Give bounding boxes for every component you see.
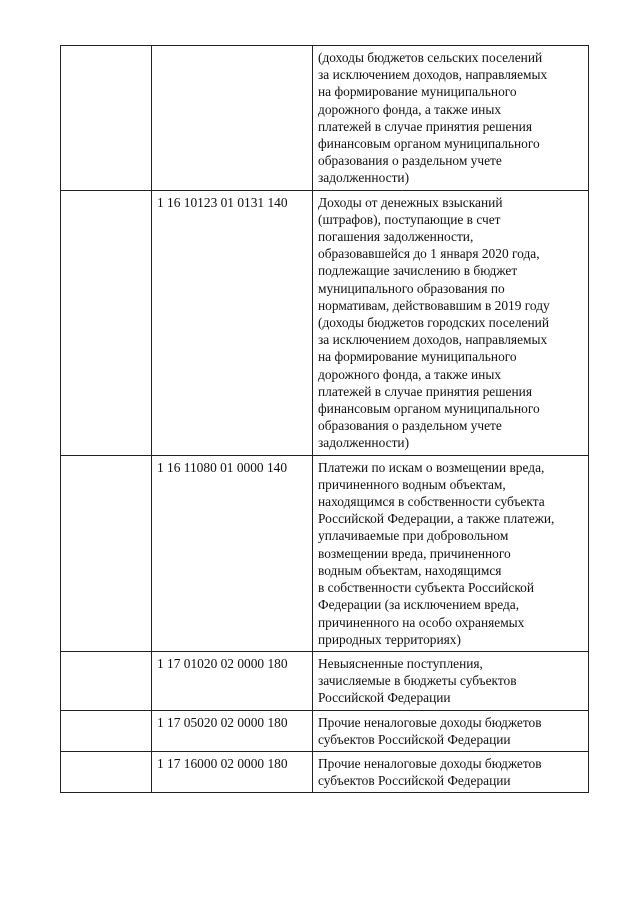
description-cell: Невыясненные поступления, зачисляемые в бюджеты субъектов Российской Федерации: [313, 651, 589, 710]
description-cell: Доходы от денежных взысканий (штрафов), поступающие в счет погашения задолженности, образовавшейся до 1 января 2020 года, подлежащие зачислению в бюджет муниципального образования по нормативам, действовавшим в 2019 году (доходы бюджетов городских поселений за исключением доходов, направляемых на формирование муниципального дорожного фонда, а также иных платежей в случае принятия решения финансовым органом муниципального образования о раздельном учете задолженности): [313, 190, 589, 455]
admin-code-cell: [61, 455, 152, 651]
budget-code-cell: 1 17 01020 02 0000 180: [152, 651, 313, 710]
table-row: [61, 710, 589, 751]
admin-code-cell: [61, 751, 152, 792]
budget-code-cell: [152, 46, 313, 191]
description-cell: (доходы бюджетов сельских поселений за исключением доходов, направляемых на формирование муниципального дорожного фонда, а также иных платежей в случае принятия решения финансовым органом муниципального образования о раздельном учете задолженности): [313, 46, 589, 191]
table-row: [61, 751, 589, 792]
admin-code-cell: [61, 710, 152, 751]
table-row: [61, 651, 589, 710]
description-cell: Платежи по искам о возмещении вреда, причиненного водным объектам, находящимся в собственности субъекта Российской Федерации, а также платежи, уплачиваемые при добровольном возмещении вреда, причиненного водным объектам, находящимся в собственности субъекта Российской Федерации (за исключением вреда, причиненного на особо охраняемых природных территориях): [313, 455, 589, 651]
admin-code-cell: [61, 190, 152, 455]
table-row: [61, 455, 589, 651]
table-row: [61, 46, 589, 191]
table-row: [61, 190, 589, 455]
budget-code-cell: 1 16 11080 01 0000 140: [152, 455, 313, 651]
admin-code-cell: [61, 46, 152, 191]
description-cell: Прочие неналоговые доходы бюджетов субъектов Российской Федерации: [313, 751, 589, 792]
budget-code-cell: 1 16 10123 01 0131 140: [152, 190, 313, 455]
admin-code-cell: [61, 651, 152, 710]
budget-code-cell: 1 17 05020 02 0000 180: [152, 710, 313, 751]
description-cell: Прочие неналоговые доходы бюджетов субъектов Российской Федерации: [313, 710, 589, 751]
budget-code-cell: 1 17 16000 02 0000 180: [152, 751, 313, 792]
revenue-codes-table: [60, 45, 589, 793]
